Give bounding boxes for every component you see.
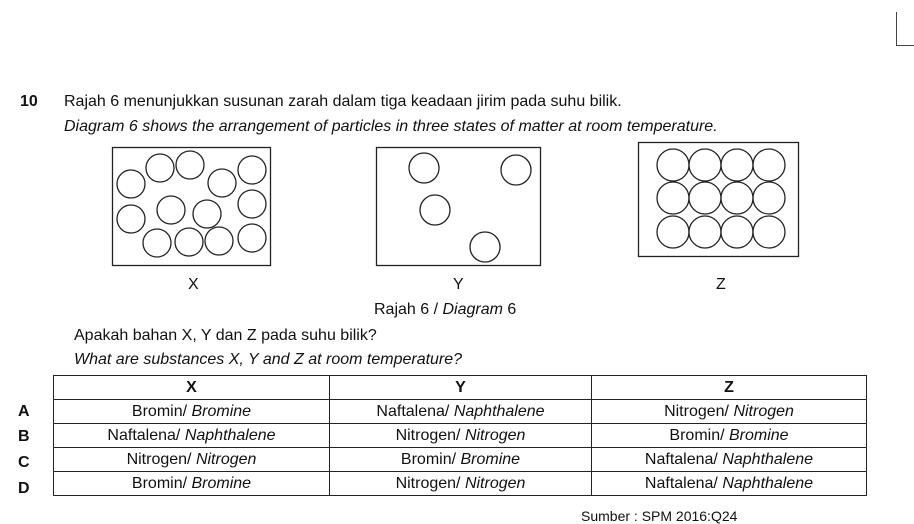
cell-x: Bromin/ Bromine (54, 400, 330, 424)
cell-y: Nitrogen/ Nitrogen (330, 472, 592, 496)
diagram-x (112, 147, 272, 267)
cell-x: Naftalena/ Naphthalene (54, 424, 330, 448)
diagram-z-label: Z (716, 276, 726, 293)
option-d-label[interactable]: D (18, 480, 30, 497)
table-row-option-d[interactable] (54, 472, 867, 496)
cell-y: Nitrogen/ Nitrogen (330, 424, 592, 448)
cell-z: Bromin/ Bromine (592, 424, 867, 448)
cell-y: Naftalena/ Naphthalene (330, 400, 592, 424)
caption-number: 6 (502, 301, 517, 318)
table-row-option-c[interactable] (54, 448, 867, 472)
page-corner-mark (896, 12, 914, 46)
answer-table (53, 375, 867, 496)
table-row-option-a[interactable] (54, 400, 867, 424)
diagram-z-particles (657, 149, 785, 248)
prompt-english: What are substances X, Y and Z at room temperature? (74, 351, 463, 368)
table-row-option-b[interactable] (54, 424, 867, 448)
cell-z: Naftalena/ Naphthalene (592, 472, 867, 496)
option-c-label[interactable]: C (18, 454, 30, 471)
diagram-x-label: X (188, 276, 199, 293)
prompt-malay: Apakah bahan X, Y dan Z pada suhu bilik? (74, 327, 377, 344)
header-y: Y (330, 376, 592, 400)
option-a-label[interactable]: A (18, 403, 30, 420)
diagram-y-label: Y (453, 276, 464, 293)
cell-z: Naftalena/ Naphthalene (592, 448, 867, 472)
question-number: 10 (20, 93, 38, 110)
question-text-malay: Rajah 6 menunjukkan susunan zarah dalam tiga keadaan jirim pada suhu bilik. (64, 93, 622, 110)
option-b-label[interactable]: B (18, 428, 30, 445)
cell-x: Bromin/ Bromine (54, 472, 330, 496)
table-header-row (54, 376, 867, 400)
caption-english: Diagram (442, 301, 503, 318)
header-z: Z (592, 376, 867, 400)
diagram-caption (374, 301, 516, 319)
cell-z: Nitrogen/ Nitrogen (592, 400, 867, 424)
header-x: X (54, 376, 330, 400)
cell-y: Bromin/ Bromine (330, 448, 592, 472)
cell-x: Nitrogen/ Nitrogen (54, 448, 330, 472)
diagram-y (376, 147, 542, 267)
caption-malay: Rajah 6 / (374, 301, 443, 318)
diagram-z (638, 142, 800, 258)
source-note: Sumber : SPM 2016:Q24 (581, 508, 738, 524)
question-text-english: Diagram 6 shows the arrangement of particles in three states of matter at room temperature. (64, 118, 718, 135)
